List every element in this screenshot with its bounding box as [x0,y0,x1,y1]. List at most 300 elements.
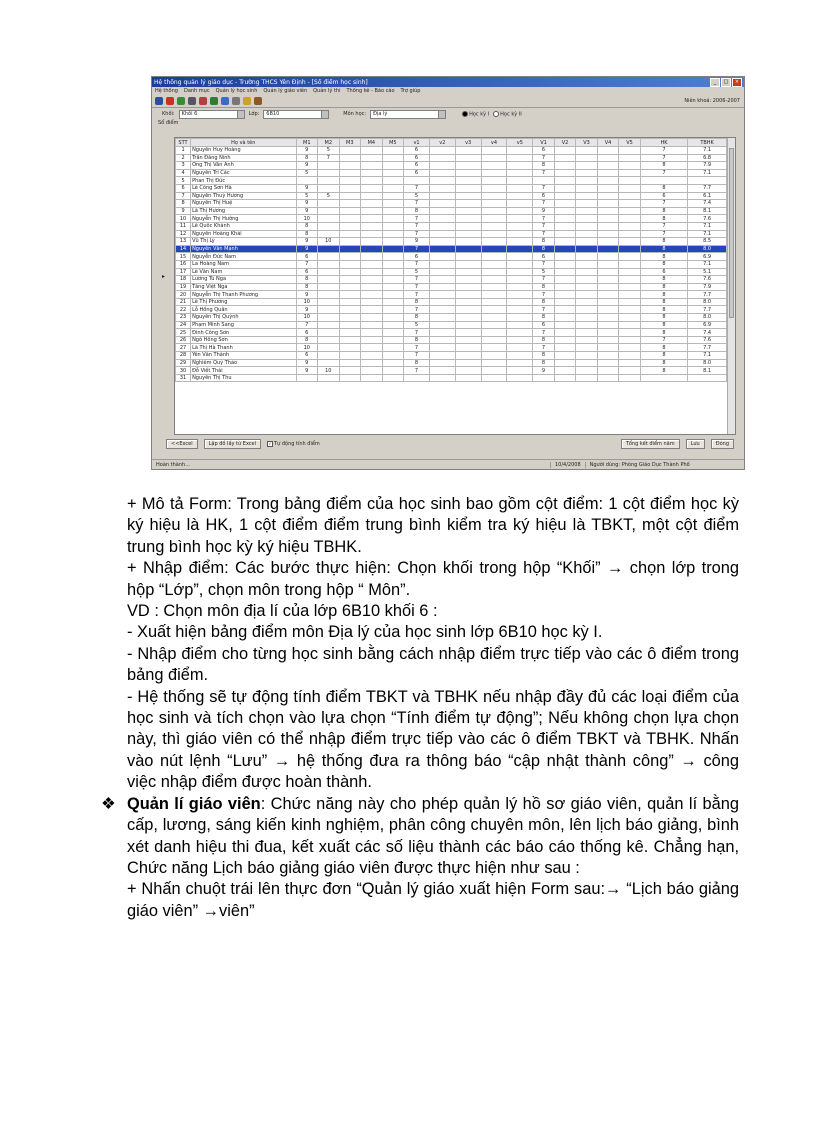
grade-cell[interactable]: 9 [296,184,318,192]
maximize-button[interactable]: □ [721,78,731,87]
grade-cell[interactable] [554,260,576,268]
student-name-cell[interactable]: Nguyễn Thị Hường [191,215,296,223]
grade-cell[interactable] [597,359,619,367]
grade-cell[interactable] [507,154,533,162]
grade-cell[interactable] [597,184,619,192]
grade-cell[interactable] [382,352,404,360]
grade-cell[interactable]: 8 [640,253,687,261]
grade-cell[interactable] [619,147,641,155]
grade-cell[interactable] [554,291,576,299]
grade-cell[interactable] [382,238,404,246]
grade-cell[interactable] [554,268,576,276]
grade-cell[interactable] [361,344,383,352]
grade-cell[interactable]: 7 [404,245,430,253]
menu-item-he-thong[interactable]: Hệ thống [155,88,178,94]
student-name-cell[interactable]: Nguyễn Huy Hoàng [191,147,296,155]
grade-cell[interactable]: 7.7 [688,306,727,314]
grade-cell[interactable] [481,367,507,375]
table-row[interactable] [176,352,727,360]
grade-cell[interactable] [455,253,481,261]
grade-cell[interactable] [507,184,533,192]
grade-cell[interactable]: 5 [296,169,318,177]
student-name-cell[interactable]: Nguyễn Thuỳ Hương [191,192,296,200]
grade-cell[interactable]: 12 [176,230,191,238]
grade-cell[interactable] [339,374,361,382]
grade-cell[interactable] [619,314,641,322]
grade-cell[interactable]: 10 [296,298,318,306]
grade-cell[interactable] [429,215,455,223]
table-row[interactable] [176,192,727,200]
grade-cell[interactable] [507,283,533,291]
grade-cell[interactable]: 6 [533,321,555,329]
grade-cell[interactable] [576,329,598,337]
grade-cell[interactable] [576,344,598,352]
grade-cell[interactable]: 7 [533,306,555,314]
grade-cell[interactable] [429,336,455,344]
grade-cell[interactable] [455,291,481,299]
grade-cell[interactable] [619,276,641,284]
grade-cell[interactable] [318,291,340,299]
grade-cell[interactable]: 7.4 [688,200,727,208]
grade-cell[interactable] [318,352,340,360]
grade-cell[interactable]: 7 [404,230,430,238]
grade-cell[interactable] [429,374,455,382]
grade-cell[interactable] [361,162,383,170]
grade-cell[interactable] [554,298,576,306]
grade-cell[interactable] [382,321,404,329]
grade-cell[interactable] [554,184,576,192]
grade-cell[interactable] [597,192,619,200]
grade-cell[interactable] [455,268,481,276]
grade-cell[interactable]: 1 [176,147,191,155]
grade-cell[interactable] [507,162,533,170]
grade-cell[interactable] [318,344,340,352]
grade-cell[interactable] [382,184,404,192]
table-row[interactable] [176,177,727,185]
grade-cell[interactable] [597,177,619,185]
grade-cell[interactable] [507,192,533,200]
student-name-cell[interactable]: Phan Thị Đức [191,177,296,185]
grade-cell[interactable] [455,329,481,337]
grade-cell[interactable]: 8 [404,207,430,215]
close-button[interactable]: × [732,78,742,87]
grade-cell[interactable]: 7 [404,260,430,268]
grade-cell[interactable]: 8 [296,283,318,291]
grade-cell[interactable] [361,260,383,268]
grade-cell[interactable]: 7 [296,321,318,329]
grade-cell[interactable] [339,283,361,291]
student-name-cell[interactable]: Lỗ Hồng Quân [191,306,296,314]
grade-cell[interactable] [619,192,641,200]
grade-cell[interactable] [576,238,598,246]
student-name-cell[interactable]: Nguyễn Đức Nam [191,253,296,261]
grade-cell[interactable] [597,306,619,314]
grade-cell[interactable] [318,200,340,208]
grade-cell[interactable]: 9 [296,359,318,367]
grade-cell[interactable]: 8 [533,359,555,367]
grade-cell[interactable] [318,268,340,276]
grade-cell[interactable]: 9 [296,367,318,375]
grade-cell[interactable]: 7 [640,154,687,162]
close-form-button[interactable]: Đóng [711,439,734,449]
grade-cell[interactable]: 8.0 [688,314,727,322]
grade-cell[interactable]: 16 [176,260,191,268]
grade-cell[interactable]: 8 [640,184,687,192]
student-name-cell[interactable]: Lã Thị Hà Thanh [191,344,296,352]
student-name-cell[interactable]: Lương Tú Nga [191,276,296,284]
grade-cell[interactable]: 5 [404,321,430,329]
grade-cell[interactable] [481,314,507,322]
grade-cell[interactable]: 8 [296,276,318,284]
grade-cell[interactable] [318,184,340,192]
grade-cell[interactable] [361,184,383,192]
grade-cell[interactable] [576,367,598,375]
table-row[interactable] [176,367,727,375]
grade-cell[interactable]: 8 [533,336,555,344]
grade-cell[interactable]: 18 [176,276,191,284]
grade-cell[interactable] [339,245,361,253]
grade-cell[interactable] [429,260,455,268]
grade-cell[interactable] [361,177,383,185]
grade-cell[interactable]: 6 [296,268,318,276]
book-icon[interactable] [155,97,163,105]
grade-cell[interactable] [429,298,455,306]
table-row[interactable] [176,245,727,253]
grade-cell[interactable]: 7.7 [688,344,727,352]
grade-cell[interactable] [382,283,404,291]
grade-cell[interactable]: 9 [296,207,318,215]
grade-cell[interactable] [455,230,481,238]
table-row[interactable] [176,215,727,223]
grade-cell[interactable]: 7.1 [688,260,727,268]
grade-cell[interactable] [576,162,598,170]
grade-cell[interactable] [361,192,383,200]
grade-cell[interactable]: 7 [404,306,430,314]
grade-cell[interactable]: 8 [640,215,687,223]
grade-cell[interactable]: 7 [404,184,430,192]
grade-cell[interactable] [554,344,576,352]
grade-cell[interactable] [382,329,404,337]
grade-cell[interactable] [318,230,340,238]
grade-cell[interactable]: 9 [176,207,191,215]
menu-item-tro-giup[interactable]: Trợ giúp [400,88,421,94]
grade-cell[interactable]: 26 [176,336,191,344]
grade-cell[interactable] [554,367,576,375]
grade-cell[interactable]: 8.1 [688,367,727,375]
print-icon[interactable] [232,97,240,105]
grade-cell[interactable]: 9 [404,238,430,246]
grade-cell[interactable] [455,162,481,170]
grade-cell[interactable] [429,352,455,360]
grade-cell[interactable]: 7.1 [688,230,727,238]
grade-cell[interactable] [455,314,481,322]
grade-cell[interactable] [455,154,481,162]
grade-cell[interactable]: 17 [176,268,191,276]
grade-cell[interactable]: 7 [640,222,687,230]
grade-cell[interactable] [382,207,404,215]
grade-cell[interactable]: 7.6 [688,336,727,344]
grade-cell[interactable] [382,268,404,276]
grade-cell[interactable] [688,374,727,382]
student-name-cell[interactable]: Nguyễn Hoàng Khải [191,230,296,238]
grade-cell[interactable] [507,306,533,314]
grade-cell[interactable] [597,162,619,170]
grade-cell[interactable]: 6.9 [688,253,727,261]
grade-cell[interactable] [619,215,641,223]
grade-cell[interactable] [455,260,481,268]
grade-cell[interactable] [429,344,455,352]
grade-cell[interactable] [318,215,340,223]
grade-cell[interactable] [339,298,361,306]
student-name-cell[interactable]: Vũ Thị Lý [191,238,296,246]
grade-cell[interactable] [429,169,455,177]
grade-cell[interactable] [339,352,361,360]
chart-icon[interactable] [199,97,207,105]
grade-cell[interactable] [339,169,361,177]
grade-cell[interactable] [619,329,641,337]
grade-cell[interactable] [554,306,576,314]
grade-cell[interactable]: 6.8 [688,154,727,162]
grade-cell[interactable]: 7 [533,215,555,223]
grid-scrollbar[interactable] [727,138,735,434]
grade-cell[interactable]: 7 [404,291,430,299]
grade-cell[interactable] [576,184,598,192]
table-row[interactable] [176,184,727,192]
grade-cell[interactable]: 7.7 [688,291,727,299]
grade-cell[interactable] [339,276,361,284]
grade-cell[interactable] [361,283,383,291]
table-row[interactable] [176,222,727,230]
grade-cell[interactable] [554,352,576,360]
grade-cell[interactable] [619,238,641,246]
grade-cell[interactable] [554,276,576,284]
grade-cell[interactable]: 7 [404,222,430,230]
grade-cell[interactable] [597,230,619,238]
grade-cell[interactable] [382,306,404,314]
student-name-cell[interactable]: Yên Văn Thành [191,352,296,360]
grade-cell[interactable] [597,154,619,162]
grade-cell[interactable] [318,169,340,177]
grade-cell[interactable] [318,329,340,337]
grade-cell[interactable]: 10 [296,314,318,322]
grade-cell[interactable] [597,321,619,329]
student-name-cell[interactable]: Nguyễn Văn Mạnh [191,245,296,253]
grade-cell[interactable] [507,314,533,322]
grade-cell[interactable]: 8 [640,344,687,352]
grade-cell[interactable]: 8 [640,238,687,246]
users-icon[interactable] [221,97,229,105]
grade-cell[interactable] [619,253,641,261]
grade-cell[interactable] [382,162,404,170]
grade-cell[interactable] [576,169,598,177]
grade-cell[interactable] [429,238,455,246]
grade-cell[interactable] [554,283,576,291]
grade-cell[interactable]: 7.1 [688,222,727,230]
grade-cell[interactable] [481,276,507,284]
student-name-cell[interactable]: Phạm Minh Sang [191,321,296,329]
grade-cell[interactable] [481,260,507,268]
year-summary-button[interactable]: Tổng kết điểm năm [621,439,680,449]
grade-cell[interactable]: 8 [404,359,430,367]
grade-cell[interactable] [481,192,507,200]
grade-cell[interactable] [554,200,576,208]
grade-cell[interactable] [318,298,340,306]
grade-cell[interactable]: 7 [404,329,430,337]
student-name-cell[interactable]: La Hoàng Nam [191,260,296,268]
grade-cell[interactable] [455,200,481,208]
grade-cell[interactable] [361,268,383,276]
grade-cell[interactable] [455,359,481,367]
grade-cell[interactable] [507,352,533,360]
grade-cell[interactable]: 29 [176,359,191,367]
grade-cell[interactable]: 7.7 [688,184,727,192]
table-row[interactable] [176,162,727,170]
grade-cell[interactable] [597,207,619,215]
table-row[interactable] [176,344,727,352]
student-name-cell[interactable]: Nguyễn Thị Huệ [191,200,296,208]
grade-cell[interactable] [507,222,533,230]
grade-cell[interactable]: 5 [533,268,555,276]
grade-cell[interactable]: 9 [296,200,318,208]
table-row[interactable] [176,329,727,337]
grade-cell[interactable] [382,336,404,344]
grade-cell[interactable] [533,177,555,185]
grade-cell[interactable] [619,298,641,306]
grade-cell[interactable]: 8 [296,154,318,162]
grade-cell[interactable] [507,374,533,382]
grade-cell[interactable] [481,344,507,352]
grade-cell[interactable] [429,268,455,276]
grade-cell[interactable] [507,291,533,299]
grade-cell[interactable] [429,230,455,238]
grade-cell[interactable] [361,359,383,367]
grade-cell[interactable]: 7.6 [688,215,727,223]
grade-cell[interactable]: 7 [640,169,687,177]
grade-cell[interactable]: 7 [533,200,555,208]
student-name-cell[interactable]: Lê Quốc Khánh [191,222,296,230]
grade-cell[interactable]: 7 [404,276,430,284]
grade-cell[interactable] [318,283,340,291]
grade-cell[interactable] [429,306,455,314]
grade-cell[interactable]: 5 [318,192,340,200]
grade-cell[interactable]: 8.0 [688,245,727,253]
grade-cell[interactable] [554,215,576,223]
grade-cell[interactable] [339,222,361,230]
grade-cell[interactable] [361,291,383,299]
menu-item-quan-ly-thi[interactable]: Quản lý thi [313,88,341,94]
grade-cell[interactable] [481,321,507,329]
grade-cell[interactable] [640,177,687,185]
grade-cell[interactable]: 24 [176,321,191,329]
table-row[interactable] [176,283,727,291]
grade-cell[interactable] [481,169,507,177]
table-row[interactable] [176,268,727,276]
grade-cell[interactable]: 8 [533,352,555,360]
grade-cell[interactable] [597,336,619,344]
grade-cell[interactable] [507,230,533,238]
grade-cell[interactable] [619,283,641,291]
grade-cell[interactable] [597,283,619,291]
grade-cell[interactable]: 7 [404,344,430,352]
grade-cell[interactable]: 15 [176,253,191,261]
grade-cell[interactable] [619,291,641,299]
grade-cell[interactable] [507,344,533,352]
grade-cell[interactable]: 3 [176,162,191,170]
grade-cell[interactable]: 9 [296,291,318,299]
grade-cell[interactable] [507,147,533,155]
save-icon[interactable] [188,97,196,105]
grade-cell[interactable]: 8 [640,276,687,284]
grade-cell[interactable] [455,276,481,284]
grade-cell[interactable] [429,162,455,170]
grade-cell[interactable] [318,177,340,185]
grade-cell[interactable]: 25 [176,329,191,337]
student-name-cell[interactable]: Lã Thị Hương [191,207,296,215]
grade-cell[interactable] [382,253,404,261]
grade-cell[interactable] [339,367,361,375]
grade-cell[interactable]: 27 [176,344,191,352]
grade-cell[interactable]: 8 [640,359,687,367]
grade-cell[interactable] [361,352,383,360]
grade-cell[interactable]: 9 [296,306,318,314]
grade-cell[interactable] [429,222,455,230]
grade-cell[interactable] [382,298,404,306]
grade-cell[interactable] [554,192,576,200]
grade-cell[interactable] [576,276,598,284]
grade-cell[interactable]: 23 [176,314,191,322]
grade-cell[interactable] [576,260,598,268]
grade-cell[interactable] [481,184,507,192]
grade-cell[interactable]: 6 [640,268,687,276]
grade-cell[interactable]: 13 [176,238,191,246]
grade-cell[interactable]: 5 [404,268,430,276]
grade-cell[interactable]: 10 [318,238,340,246]
grade-cell[interactable] [361,154,383,162]
grade-cell[interactable] [429,321,455,329]
grade-cell[interactable]: 7.1 [688,169,727,177]
grade-cell[interactable] [576,245,598,253]
grade-cell[interactable]: 7 [533,230,555,238]
grade-cell[interactable] [597,314,619,322]
grade-cell[interactable] [554,238,576,246]
grade-cell[interactable]: 2 [176,154,191,162]
grade-cell[interactable] [382,359,404,367]
grade-cell[interactable]: 8 [533,283,555,291]
grade-cell[interactable] [576,207,598,215]
grade-cell[interactable] [318,336,340,344]
grade-cell[interactable] [429,367,455,375]
grade-cell[interactable]: 8 [640,207,687,215]
grade-cell[interactable] [554,177,576,185]
grade-cell[interactable] [481,200,507,208]
grade-cell[interactable] [429,283,455,291]
grade-cell[interactable]: 6 [640,192,687,200]
grade-cell[interactable]: 7 [296,260,318,268]
hk2-radio[interactable] [493,111,522,118]
grade-cell[interactable]: 10 [296,215,318,223]
stop-icon[interactable] [166,97,174,105]
table-row[interactable] [176,260,727,268]
table-row[interactable] [176,374,727,382]
grade-cell[interactable]: 8 [640,321,687,329]
table-row[interactable] [176,207,727,215]
grade-cell[interactable] [318,314,340,322]
student-name-cell[interactable]: Đỗ Viết Thái [191,367,296,375]
excel-button[interactable]: <<Excel [166,439,198,449]
grade-cell[interactable]: 30 [176,367,191,375]
grade-cell[interactable] [339,215,361,223]
grade-cell[interactable] [361,253,383,261]
